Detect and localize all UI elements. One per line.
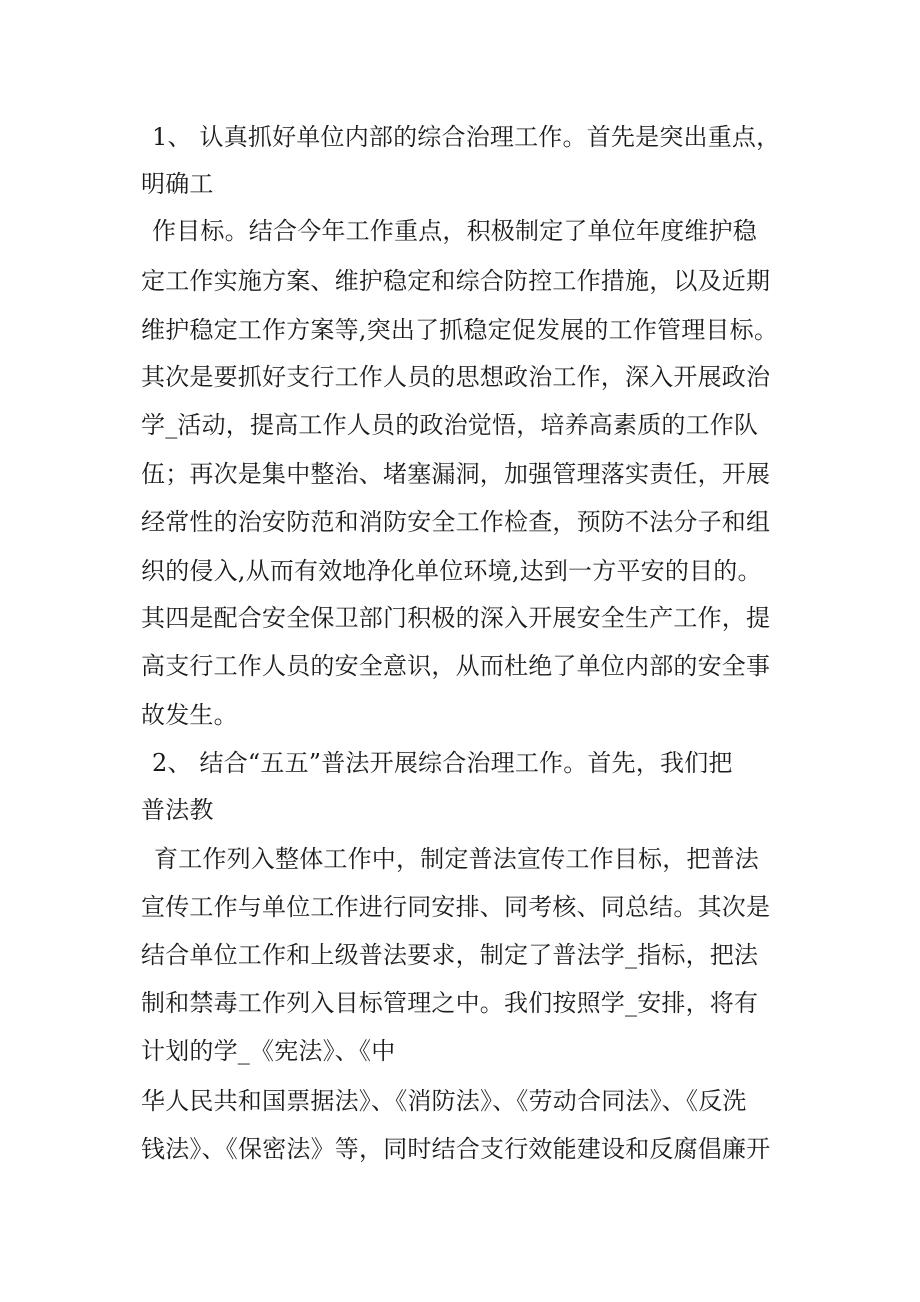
paragraph-line: 制和禁毒工作列入目标管理之中。我们按照学_安排，将有 <box>141 989 759 1017</box>
paragraph-line: 维护稳定工作方案等,突出了抓稳定促发展的工作管理目标。 <box>141 316 779 344</box>
paragraph-line: 高支行工作人员的安全意识，从而杜绝了单位内部的安全事 <box>141 652 771 680</box>
paragraph-line: 普法教 <box>141 796 214 824</box>
paragraph-line: 织的侵入,从而有效地净化单位环境,达到一方平安的目的。 <box>141 557 762 585</box>
paragraph-line: 1、 认真抓好单位内部的综合治理工作。首先是突出重点， <box>152 123 781 151</box>
paragraph-line: 经常性的治安防范和消防安全工作检查，预防不法分子和组 <box>141 508 771 536</box>
paragraph-line: 明确工 <box>141 170 214 198</box>
paragraph-line: 故发生。 <box>141 701 238 729</box>
paragraph-line: 其四是配合安全保卫部门积极的深入开展安全生产工作，提 <box>141 604 771 632</box>
paragraph-line: 钱法》、《保密法》等，同时结合支行效能建设和反腐倡廉开 <box>141 1135 771 1163</box>
paragraph-line: 宣传工作与单位工作进行同安排、同考核、同总结。其次是 <box>141 893 771 921</box>
paragraph-line: 伍；再次是集中整治、堵塞漏洞，加强管理落实责任，开展 <box>141 460 771 488</box>
paragraph-line: 华人民共和国票据法》、《消防法》、《劳动合同法》、《反洗 <box>141 1087 747 1115</box>
paragraph-line: 定工作实施方案、维护稳定和综合防控工作措施，以及近期 <box>141 267 771 295</box>
paragraph-line: 作目标。结合今年工作重点，积极制定了单位年度维护稳 <box>152 217 757 245</box>
paragraph-line: 计划的学_《宪法》、《中 <box>141 1037 396 1065</box>
paragraph-line: 2、 结合“五五”普法开展综合治理工作。首先，我们把 <box>152 749 733 777</box>
paragraph-line: 其次是要抓好支行工作人员的思想政治工作，深入开展政治 <box>141 363 771 391</box>
paragraph-line: 育工作列入整体工作中，制定普法宣传工作目标，把普法 <box>154 845 759 873</box>
paragraph-line: 学_活动，提高工作人员的政治觉悟，培养高素质的工作队 <box>141 411 759 439</box>
paragraph-line: 结合单位工作和上级普法要求，制定了普法学_指标，把法 <box>141 941 759 969</box>
